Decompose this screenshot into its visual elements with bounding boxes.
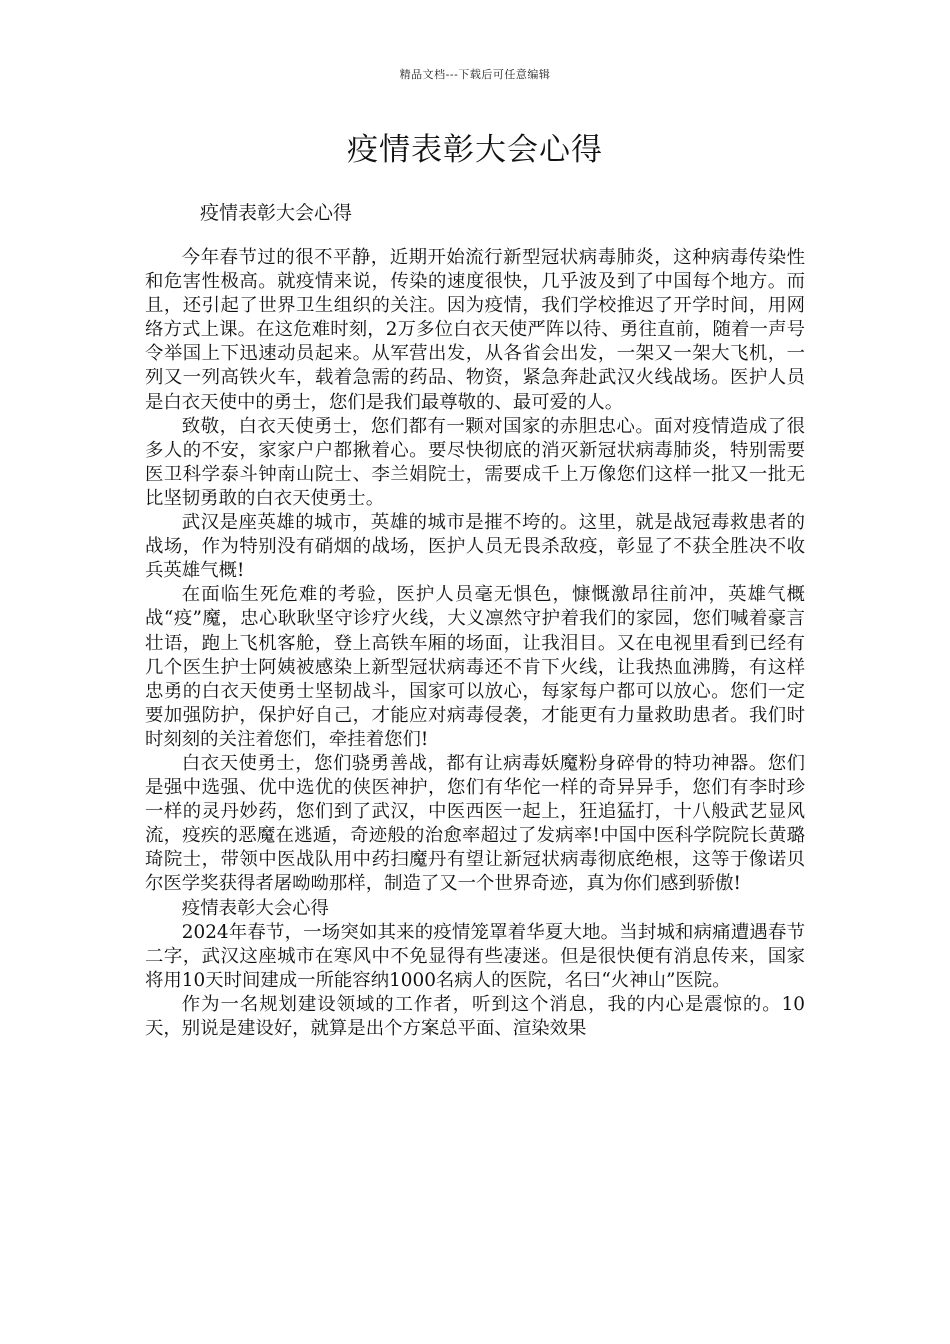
document-subtitle: 疫情表彰大会心得: [200, 202, 353, 224]
paragraph: 致敬，白衣天使勇士，您们都有一颗对国家的赤胆忠心。面对疫情造成了很多人的不安，家家户户都揪着心。要尽快彻底的消灭新冠状病毒肺炎，特别需要医卫科学泰斗钟南山院士、李兰娟院士，需要成千上万像您们这样一批又一批无比坚韧勇敢的白衣天使勇士。: [145, 415, 805, 509]
page-header: 精品文档---下载后可任意编辑: [399, 68, 551, 81]
document-title: 疫情表彰大会心得: [347, 132, 603, 168]
paragraph: 武汉是座英雄的城市，英雄的城市是摧不垮的。这里，就是战冠毒救患者的战场，作为特别没有硝烟的战场，医护人员无畏杀敌疫，彰显了不获全胜决不收兵英雄气概!: [145, 512, 805, 582]
paragraph: 2024年春节，一场突如其来的疫情笼罩着华夏大地。当封城和病痛遭遇春节二字，武汉这座城市在寒风中不免显得有些凄迷。但是很快便有消息传来，国家将用10天时间建成一所能容纳1000名病人的医院，名曰“火神山”医院。: [145, 921, 805, 991]
paragraph: 今年春节过的很不平静，近期开始流行新型冠状病毒肺炎，这种病毒传染性和危害性极高。就疫情来说，传染的速度很快，几乎波及到了中国每个地方。而且，还引起了世界卫生组织的关注。因为疫情，我们学校推迟了开学时间，用网络方式上课。在这危难时刻，2万多位白衣天使严阵以待、勇往直前，随着一声号令举国上下迅速动员起来。从军营出发，从各省会出发，一架又一架大飞机，一列又一列高铁火车，载着急需的药品、物资，紧急奔赴武汉火线战场。医护人员是白衣天使中的勇士，您们是我们最尊敬的、最可爱的人。: [145, 247, 805, 413]
paragraph: 在面临生死危难的考验，医护人员毫无惧色，慷慨激昂往前冲，英雄气概战“疫”魔，忠心耿耿坚守诊疗火线，大义凛然守护着我们的家园，您们喊着豪言壮语，跑上飞机客舱，登上高铁车厢的场面，让我泪目。又在电视里看到已经有几个医生护士阿姨被感染上新型冠状病毒还不肯下火线，让我热血沸腾，有这样忠勇的白衣天使勇士坚韧战斗，国家可以放心，每家每户都可以放心。您们一定要加强防护，保护好自己，才能应对病毒侵袭，才能更有力量救助患者。我们时时刻刻的关注着您们，牵挂着您们!: [145, 584, 805, 750]
paragraph: 作为一名规划建设领域的工作者，听到这个消息，我的内心是震惊的。10天，别说是建设好，就算是出个方案总平面、渲染效果: [145, 993, 805, 1039]
paragraph: 白衣天使勇士，您们骁勇善战，都有让病毒妖魔粉身碎骨的特功神器。您们是强中选强、优中选优的侠医神护，您们有华佗一样的奇异异手，您们有李时珍一样的灵丹妙药，您们到了武汉，中医西医一起上，狂追猛打，十八般武艺显风流，疫疾的恶魔在逃遁，奇迹般的治愈率超过了发病率!中国中医科学院院长黄璐琦院士，带领中医战队用中药扫魔丹有望让新冠状病毒彻底绝根，这等于像诺贝尔医学奖获得者屠呦呦那样，制造了又一个世界奇迹，真为你们感到骄傲!: [145, 752, 805, 895]
document-body: [145, 246, 805, 1041]
section-heading: 疫情表彰大会心得: [181, 897, 329, 919]
